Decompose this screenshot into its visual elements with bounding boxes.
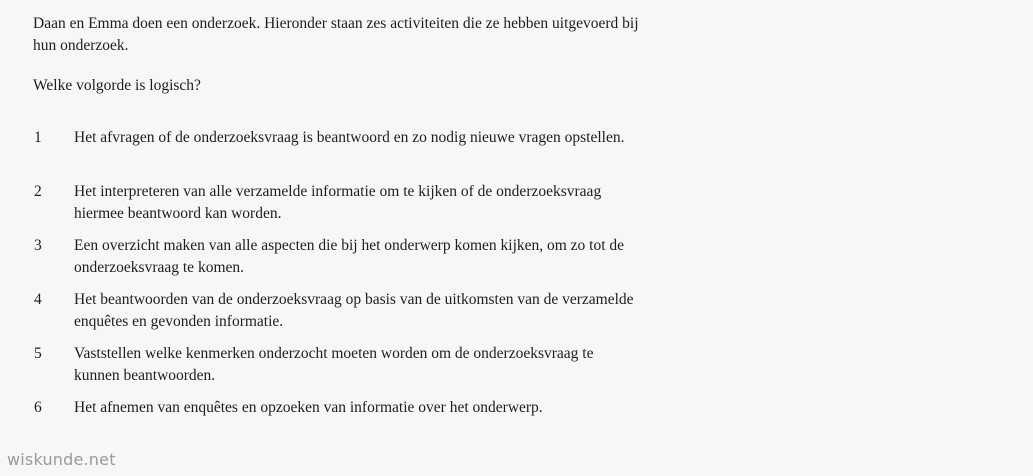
question-text: Welke volgorde is logisch? (33, 77, 201, 94)
watermark: wiskunde.net (7, 450, 116, 469)
item-number: 3 (34, 237, 42, 254)
item-number: 5 (34, 345, 42, 362)
intro-text: Daan en Emma doen een onderzoek. Hieronder staan zes activiteiten die ze hebben uitgevoerd bij hun onderzoek. (33, 15, 639, 54)
item-text: Het afnemen van enquêtes en opzoeken van informatie over het onderwerp. (74, 399, 543, 416)
item-number: 6 (34, 399, 42, 416)
item-text: Het beantwoorden van de onderzoeksvraag op basis van de uitkomsten van de verzamelde enquêtes en gevonden informatie. (74, 291, 634, 330)
item-text: Het afvragen of de onderzoeksvraag is beantwoord en zo nodig nieuwe vragen opstellen. (74, 129, 625, 146)
item-text: Het interpreteren van alle verzamelde informatie om te kijken of de onderzoeksvraag hiermee beantwoord kan worden. (74, 183, 602, 222)
item-text: Een overzicht maken van alle aspecten die bij het onderwerp komen kijken, om zo tot de onderzoeksvraag te komen. (74, 237, 625, 276)
item-number: 1 (34, 129, 42, 146)
item-number: 4 (34, 291, 42, 308)
item-text: Vaststellen welke kenmerken onderzocht moeten worden om de onderzoeksvraag te kunnen beantwoorden. (74, 345, 594, 384)
item-number: 2 (34, 183, 42, 200)
